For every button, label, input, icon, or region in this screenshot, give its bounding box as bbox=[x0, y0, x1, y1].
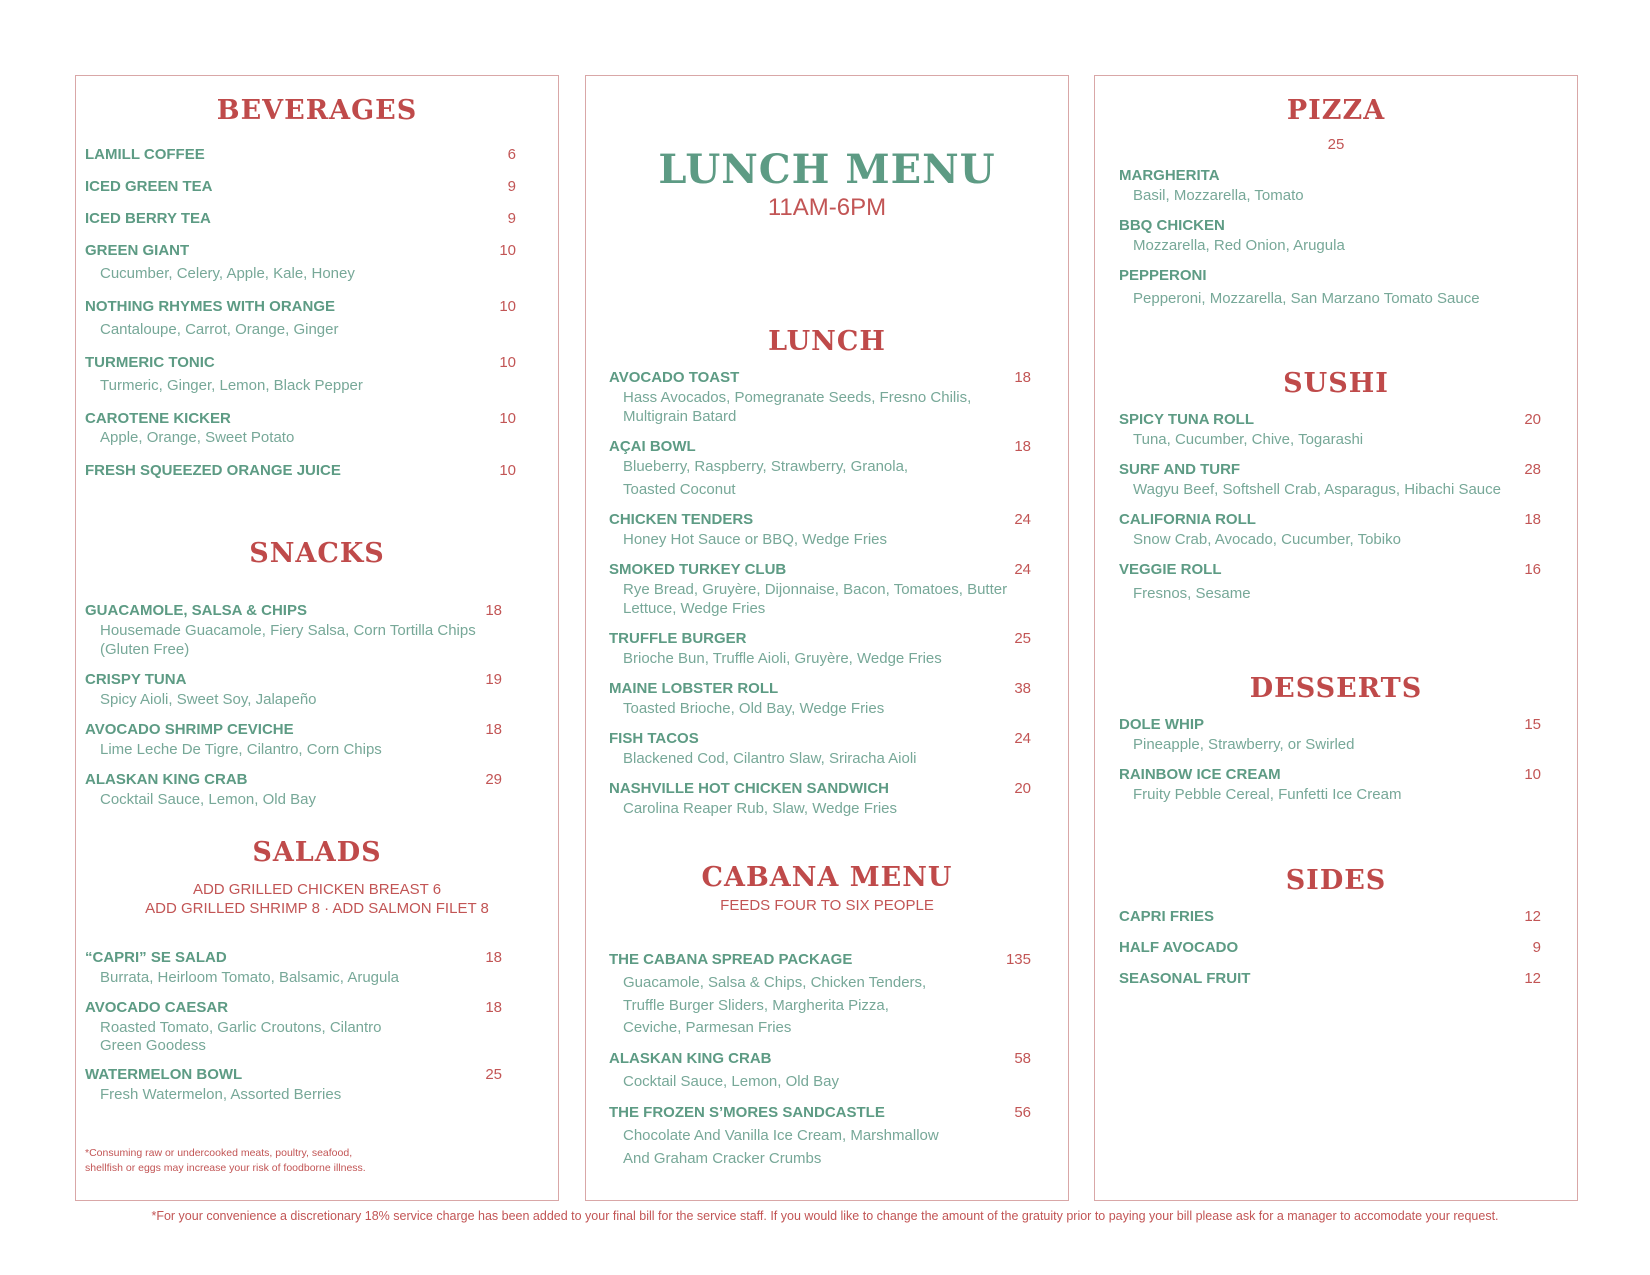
menu-item-description: Ceviche, Parmesan Fries bbox=[623, 1019, 792, 1036]
menu-item-price: 18 bbox=[485, 602, 502, 619]
cabana-subtitle: FEEDS FOUR TO SIX PEOPLE bbox=[720, 897, 934, 914]
menu-item-price: 18 bbox=[1524, 511, 1541, 528]
menu-item-price: 18 bbox=[485, 999, 502, 1016]
menu-item-price: 28 bbox=[1524, 461, 1541, 478]
menu-item-price: 12 bbox=[1524, 908, 1541, 925]
snacks-heading: SNACKS bbox=[249, 538, 385, 569]
menu-item-name: PEPPERONI bbox=[1119, 267, 1207, 284]
menu-item-description: Lettuce, Wedge Fries bbox=[623, 600, 766, 617]
menu-item-name: BBQ CHICKEN bbox=[1119, 217, 1225, 234]
menu-item-name: DOLE WHIP bbox=[1119, 716, 1204, 733]
menu-item-description: Roasted Tomato, Garlic Croutons, Cilantro bbox=[100, 1019, 382, 1036]
menu-item-description: Basil, Mozzarella, Tomato bbox=[1133, 187, 1304, 204]
menu-item-price: 24 bbox=[1014, 561, 1031, 578]
sides-heading: SIDES bbox=[1285, 865, 1387, 896]
menu-item-price: 9 bbox=[507, 178, 516, 195]
menu-item-name: FRESH SQUEEZED ORANGE JUICE bbox=[85, 462, 341, 479]
menu-item-price: 29 bbox=[485, 771, 502, 788]
menu-item-name: SMOKED TURKEY CLUB bbox=[609, 561, 787, 578]
menu-item-price: 10 bbox=[1524, 766, 1541, 783]
menu-item-name: GUACAMOLE, SALSA & CHIPS bbox=[85, 602, 307, 619]
menu-item-price: 9 bbox=[1532, 939, 1541, 956]
menu-item-name: ICED GREEN TEA bbox=[85, 178, 213, 195]
menu-item-price: 18 bbox=[1014, 369, 1031, 386]
menu-item-description: Guacamole, Salsa & Chips, Chicken Tenders, bbox=[623, 974, 927, 991]
menu-item-price: 19 bbox=[485, 671, 502, 688]
menu-item-price: 10 bbox=[499, 410, 516, 427]
menu-item-price: 135 bbox=[1005, 951, 1031, 968]
desserts-heading: DESSERTS bbox=[1249, 673, 1423, 704]
menu-item-price: 25 bbox=[485, 1066, 502, 1083]
menu-item-name: ALASKAN KING CRAB bbox=[609, 1050, 772, 1067]
menu-item-name: AVOCADO SHRIMP CEVICHE bbox=[85, 721, 294, 738]
menu-item-description: Burrata, Heirloom Tomato, Balsamic, Arugula bbox=[100, 969, 400, 986]
menu-item-description: Rye Bread, Gruyère, Dijonnaise, Bacon, Tomatoes, Butter bbox=[623, 581, 1008, 598]
menu-item-name: CALIFORNIA ROLL bbox=[1119, 511, 1256, 528]
menu-item-description: Multigrain Batard bbox=[623, 408, 737, 425]
menu-item-description: Housemade Guacamole, Fiery Salsa, Corn Tortilla Chips bbox=[100, 622, 476, 639]
menu-item-description: Truffle Burger Sliders, Margherita Pizza, bbox=[623, 997, 889, 1014]
menu-hours: 11AM-6PM bbox=[767, 194, 887, 221]
health-disclaimer: shellfish or eggs may increase your risk of foodborne illness. bbox=[85, 1162, 366, 1174]
menu-item-name: MAINE LOBSTER ROLL bbox=[609, 680, 779, 697]
menu-item-name: THE FROZEN S’MORES SANDCASTLE bbox=[609, 1104, 885, 1121]
cabana-heading: CABANA MENU bbox=[701, 862, 953, 893]
menu-item-price: 10 bbox=[499, 298, 516, 315]
menu-item-name: NASHVILLE HOT CHICKEN SANDWICH bbox=[609, 780, 889, 797]
menu-item-price: 24 bbox=[1014, 730, 1031, 747]
service-charge-footnote: *For your convenience a discretionary 18% service charge has been added to your final bill for the service staff. If you would like to change the amount of the gratuity prior to paying your bill please ask for a manager to accomodate your request. bbox=[151, 1209, 1499, 1223]
menu-item-name: ICED BERRY TEA bbox=[85, 210, 211, 227]
menu-item-description: Apple, Orange, Sweet Potato bbox=[100, 429, 295, 446]
menu-item-name: LAMILL COFFEE bbox=[85, 146, 205, 163]
salads-heading: SALADS bbox=[252, 837, 382, 868]
menu-item-description: Snow Crab, Avocado, Cucumber, Tobiko bbox=[1133, 531, 1401, 548]
menu-item-name: RAINBOW ICE CREAM bbox=[1119, 766, 1281, 783]
menu-item-price: 10 bbox=[499, 354, 516, 371]
menu-item-name: TURMERIC TONIC bbox=[85, 354, 215, 371]
menu-item-price: 58 bbox=[1014, 1050, 1031, 1067]
menu-item-description: Cocktail Sauce, Lemon, Old Bay bbox=[100, 791, 316, 808]
menu-item-description: Spicy Aioli, Sweet Soy, Jalapeño bbox=[100, 691, 317, 708]
menu-item-price: 25 bbox=[1014, 630, 1031, 647]
menu-item-name: CRISPY TUNA bbox=[85, 671, 187, 688]
menu-item-name: FISH TACOS bbox=[609, 730, 699, 747]
menu-item-name: CAROTENE KICKER bbox=[85, 410, 231, 427]
sushi-heading: SUSHI bbox=[1283, 368, 1389, 399]
menu-item-name: SEASONAL FRUIT bbox=[1119, 970, 1251, 987]
menu-item-description: Green Goodess bbox=[100, 1037, 206, 1054]
menu-item-price: 24 bbox=[1014, 511, 1031, 528]
menu-item-description: Turmeric, Ginger, Lemon, Black Pepper bbox=[100, 377, 363, 394]
menu-item-description: Wagyu Beef, Softshell Crab, Asparagus, Hibachi Sauce bbox=[1133, 481, 1501, 498]
menu-item-name: SPICY TUNA ROLL bbox=[1119, 411, 1255, 428]
menu-item-price: 10 bbox=[499, 462, 516, 479]
menu-item-price: 16 bbox=[1524, 561, 1541, 578]
menu-item-name: AVOCADO CAESAR bbox=[85, 999, 229, 1016]
right-panel bbox=[1094, 75, 1578, 1201]
menu-item-description: Chocolate And Vanilla Ice Cream, Marshmallow bbox=[623, 1127, 939, 1144]
menu-item-name: “CAPRI” SE SALAD bbox=[85, 949, 227, 966]
menu-item-price: 56 bbox=[1014, 1104, 1031, 1121]
menu-item-name: TRUFFLE BURGER bbox=[609, 630, 747, 647]
menu-item-name: AVOCADO TOAST bbox=[609, 369, 740, 386]
menu-item-name: NOTHING RHYMES WITH ORANGE bbox=[85, 298, 335, 315]
menu-item-description: Toasted Brioche, Old Bay, Wedge Fries bbox=[623, 700, 885, 717]
menu-item-description: Tuna, Cucumber, Chive, Togarashi bbox=[1133, 431, 1364, 448]
pizza-price: 25 bbox=[1327, 136, 1345, 153]
menu-item-name: ALASKAN KING CRAB bbox=[85, 771, 248, 788]
menu-item-description: Lime Leche De Tigre, Cilantro, Corn Chips bbox=[100, 741, 382, 758]
menu-item-name: MARGHERITA bbox=[1119, 167, 1220, 184]
menu-item-price: 9 bbox=[507, 210, 516, 227]
menu-item-price: 20 bbox=[1524, 411, 1541, 428]
menu-item-description: Brioche Bun, Truffle Aioli, Gruyère, Wedge Fries bbox=[623, 650, 942, 667]
menu-item-name: CAPRI FRIES bbox=[1119, 908, 1215, 925]
center-panel bbox=[585, 75, 1069, 1201]
health-disclaimer: *Consuming raw or undercooked meats, poultry, seafood, bbox=[85, 1147, 353, 1159]
menu-item-price: 18 bbox=[485, 721, 502, 738]
menu-item-name: GREEN GIANT bbox=[85, 242, 190, 259]
menu-item-description: Fresnos, Sesame bbox=[1133, 585, 1251, 602]
menu-item-name: VEGGIE ROLL bbox=[1119, 561, 1222, 578]
menu-item-description: (Gluten Free) bbox=[100, 641, 190, 658]
menu-item-price: 6 bbox=[507, 146, 516, 163]
menu-item-description: Blackened Cod, Cilantro Slaw, Sriracha Aioli bbox=[623, 750, 917, 767]
beverages-heading: BEVERAGES bbox=[216, 95, 418, 126]
menu-item-price: 10 bbox=[499, 242, 516, 259]
menu-item-description: Carolina Reaper Rub, Slaw, Wedge Fries bbox=[623, 800, 898, 817]
menu-item-price: 20 bbox=[1014, 780, 1031, 797]
menu-item-description: Pepperoni, Mozzarella, San Marzano Tomato Sauce bbox=[1133, 290, 1480, 307]
menu-item-price: 38 bbox=[1014, 680, 1031, 697]
menu-item-price: 18 bbox=[485, 949, 502, 966]
menu-item-description: Fruity Pebble Cereal, Funfetti Ice Cream bbox=[1133, 786, 1402, 803]
menu-item-price: 18 bbox=[1014, 438, 1031, 455]
menu-item-description: Cucumber, Celery, Apple, Kale, Honey bbox=[100, 265, 355, 282]
menu-item-name: THE CABANA SPREAD PACKAGE bbox=[609, 951, 853, 968]
left-panel bbox=[75, 75, 559, 1201]
menu-item-description: Toasted Coconut bbox=[623, 481, 736, 498]
pizza-heading: PIZZA bbox=[1286, 95, 1386, 126]
salads-addon-note: ADD GRILLED SHRIMP 8 · ADD SALMON FILET 8 bbox=[145, 900, 489, 917]
menu-item-name: WATERMELON BOWL bbox=[85, 1066, 243, 1083]
salads-addon-note: ADD GRILLED CHICKEN BREAST 6 bbox=[192, 881, 442, 898]
menu-item-name: CHICKEN TENDERS bbox=[609, 511, 754, 528]
menu-item-price: 12 bbox=[1524, 970, 1541, 987]
lunch-heading: LUNCH bbox=[768, 326, 886, 357]
menu-item-name: HALF AVOCADO bbox=[1119, 939, 1239, 956]
menu-item-description: Honey Hot Sauce or BBQ, Wedge Fries bbox=[623, 531, 888, 548]
menu-item-description: Pineapple, Strawberry, or Swirled bbox=[1133, 736, 1355, 753]
menu-item-name: SURF AND TURF bbox=[1119, 461, 1241, 478]
menu-item-description: Cocktail Sauce, Lemon, Old Bay bbox=[623, 1073, 839, 1090]
menu-item-description: Blueberry, Raspberry, Strawberry, Granola, bbox=[623, 458, 909, 475]
menu-item-description: Hass Avocados, Pomegranate Seeds, Fresno Chilis, bbox=[623, 389, 972, 406]
menu-item-description: Cantaloupe, Carrot, Orange, Ginger bbox=[100, 321, 339, 338]
menu-item-price: 15 bbox=[1524, 716, 1541, 733]
menu-item-description: And Graham Cracker Crumbs bbox=[623, 1150, 822, 1167]
menu-title: LUNCH MENU bbox=[658, 146, 996, 193]
menu-item-description: Fresh Watermelon, Assorted Berries bbox=[100, 1086, 342, 1103]
menu-item-name: AÇAI BOWL bbox=[609, 438, 696, 455]
menu-item-description: Mozzarella, Red Onion, Arugula bbox=[1133, 237, 1345, 254]
